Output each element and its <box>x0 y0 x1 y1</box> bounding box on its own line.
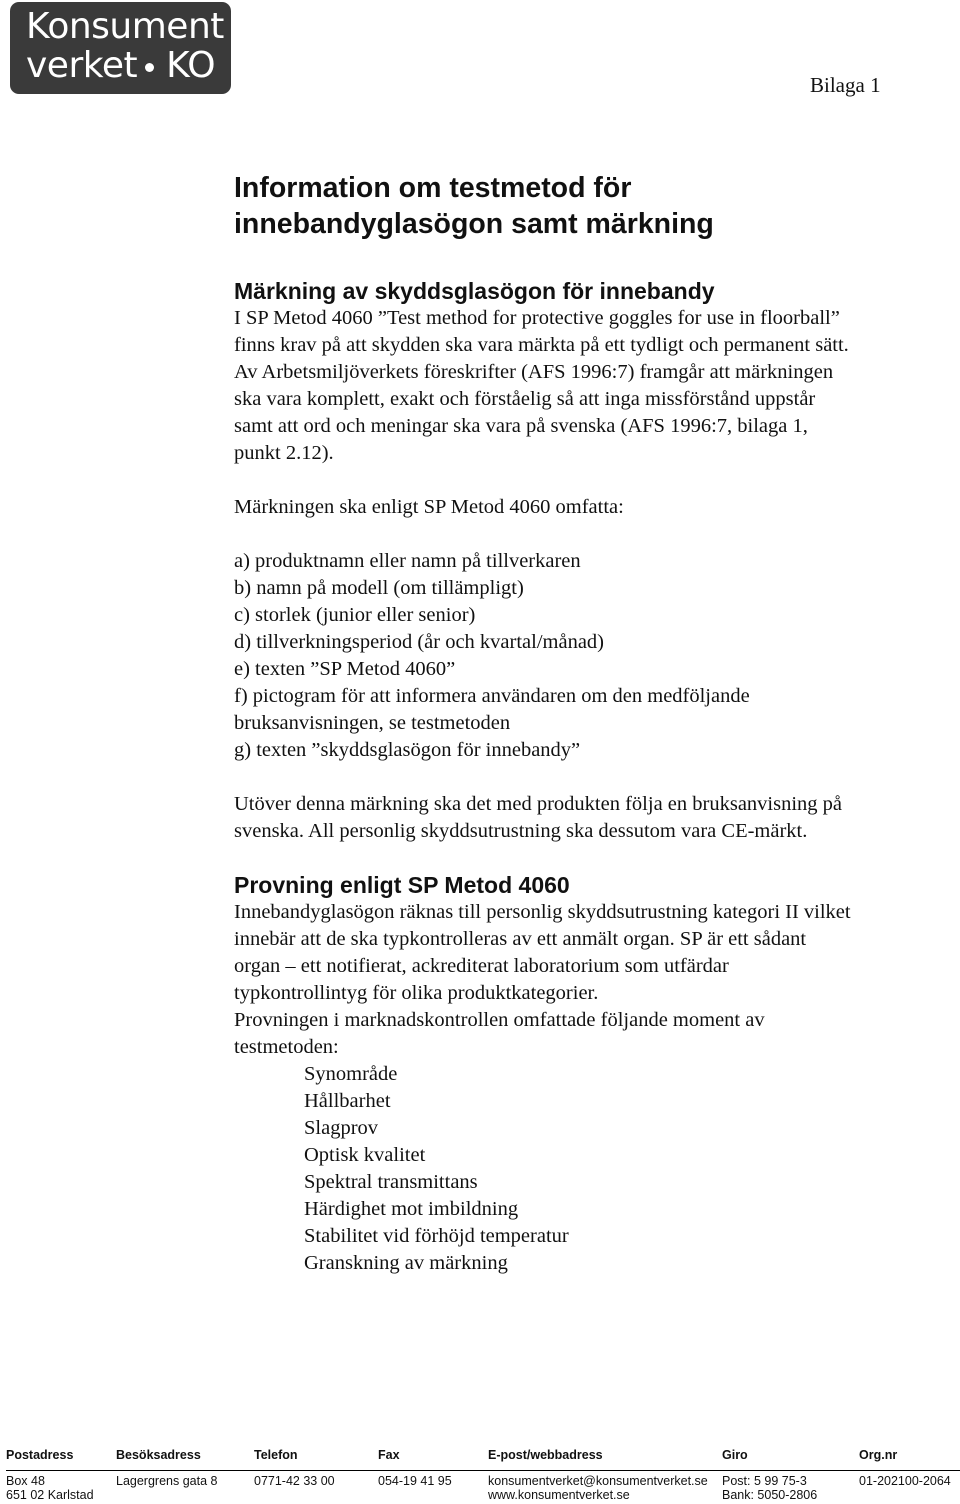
footer-header: Telefon <box>254 1448 298 1462</box>
footer-cell: 01-202100-2064 <box>859 1474 951 1488</box>
logo-line-2 <box>26 45 215 87</box>
text-line: punkt 2.12). <box>234 442 334 464</box>
footer-header: E-post/webbadress <box>488 1448 603 1462</box>
list-item: c) storlek (junior eller senior) <box>234 604 476 626</box>
list-item: a) produktnamn eller namn på tillverkaren <box>234 550 581 572</box>
text-line: Utöver denna märkning ska det med produkten följa en bruksanvisning på <box>234 793 843 815</box>
footer-header-row <box>6 1448 960 1464</box>
text-line: innebär att de ska typkontrolleras av ett anmält organ. SP är ett sådant <box>234 928 807 950</box>
footer-header: Fax <box>378 1448 400 1462</box>
logo-dot <box>145 63 154 72</box>
text-line: Av Arbetsmiljöverkets föreskrifter (AFS 1996:7) framgår att märkningen <box>234 361 834 383</box>
list-item: b) namn på modell (om tillämpligt) <box>234 577 524 599</box>
list-item: Optisk kvalitet <box>304 1144 426 1166</box>
list-item: Härdighet mot imbildning <box>304 1198 519 1220</box>
section-heading-marking: Märkning av skyddsglasögon för innebandy <box>234 278 715 304</box>
page-title <box>234 170 939 242</box>
footer-header: Besöksadress <box>116 1448 201 1462</box>
footer-divider <box>6 1470 960 1471</box>
list-item: d) tillverkningsperiod (år och kvartal/månad) <box>234 631 605 653</box>
marking-intro: Märkningen ska enligt SP Metod 4060 omfatta: <box>234 496 624 518</box>
list-item: g) texten ”skyddsglasögon för innebandy” <box>234 739 581 761</box>
logo-ko: KO <box>166 45 216 86</box>
document-body <box>234 170 939 1277</box>
list-item: Granskning av märkning <box>304 1252 508 1274</box>
logo-line-1: Konsument <box>26 6 224 47</box>
footer-header: Giro <box>722 1448 748 1462</box>
footer-cell: Box 48 <box>6 1474 45 1488</box>
footer-web-link[interactable]: www.konsumentverket.se <box>488 1488 630 1502</box>
footer-cell: 0771-42 33 00 <box>254 1474 335 1488</box>
title-line: innebandyglasögon samt märkning <box>234 208 714 240</box>
text-line: svenska. All personlig skyddsutrustning ska dessutom vara CE-märkt. <box>234 820 808 842</box>
paragraph-market-control <box>234 1007 939 1061</box>
footer-cell: Post: 5 99 75-3 <box>722 1474 807 1488</box>
footer-header: Postadress <box>6 1448 74 1462</box>
list-item: e) texten ”SP Metod 4060” <box>234 658 456 680</box>
footer-header: Org.nr <box>859 1448 898 1462</box>
text-line: finns krav på att skydden ska vara märkta på ett tydligt och permanent sätt. <box>234 334 849 356</box>
text-line: testmetoden: <box>234 1036 339 1058</box>
list-item: f) pictogram för att informera användaren om den medföljande <box>234 685 750 707</box>
footer-cell: 054-19 41 95 <box>378 1474 452 1488</box>
paragraph-sp-method <box>234 305 939 359</box>
footer-email-link[interactable]: konsumentverket@konsumentverket.se <box>488 1474 708 1488</box>
text-line: samt att ord och meningar ska vara på svenska (AFS 1996:7, bilaga 1, <box>234 415 808 437</box>
list-item: Spektral transmittans <box>304 1171 478 1193</box>
marking-list <box>234 548 939 764</box>
list-item: Stabilitet vid förhöjd temperatur <box>304 1225 569 1247</box>
test-moments-list <box>234 1061 939 1277</box>
text-line: typkontrollintyg för olika produktkategorier. <box>234 982 599 1004</box>
title-line: Information om testmetod för <box>234 172 632 204</box>
paragraph-closing <box>234 791 939 845</box>
list-item: Synområde <box>304 1063 398 1085</box>
section-heading-testing: Provning enligt SP Metod 4060 <box>234 872 570 898</box>
paragraph-category <box>234 899 939 1007</box>
logo-verket: verket <box>26 45 138 86</box>
attachment-label: Bilaga 1 <box>810 73 881 97</box>
text-line: Innebandyglasögon räknas till personlig skyddsutrustning kategori II vilket <box>234 901 851 923</box>
footer-cell: Lagergrens gata 8 <box>116 1474 218 1488</box>
list-item: bruksanvisningen, se testmetoden <box>234 712 511 734</box>
konsumentverket-logo <box>10 2 231 94</box>
list-item: Hållbarhet <box>304 1090 391 1112</box>
footer-cell: 651 02 Karlstad <box>6 1488 94 1502</box>
paragraph-afs <box>234 359 939 467</box>
list-item: Slagprov <box>304 1117 379 1139</box>
footer-cell: Bank: 5050-2806 <box>722 1488 818 1502</box>
text-line: ska vara komplett, exakt och förståelig så att inga missförstånd uppstår <box>234 388 816 410</box>
text-line: I SP Metod 4060 ”Test method for protective goggles for use in floorball” <box>234 307 840 329</box>
text-line: Provningen i marknadskontrollen omfattade följande moment av <box>234 1009 765 1031</box>
text-line: organ – ett notifierat, ackrediterat laboratorium som utfärdar <box>234 955 729 977</box>
